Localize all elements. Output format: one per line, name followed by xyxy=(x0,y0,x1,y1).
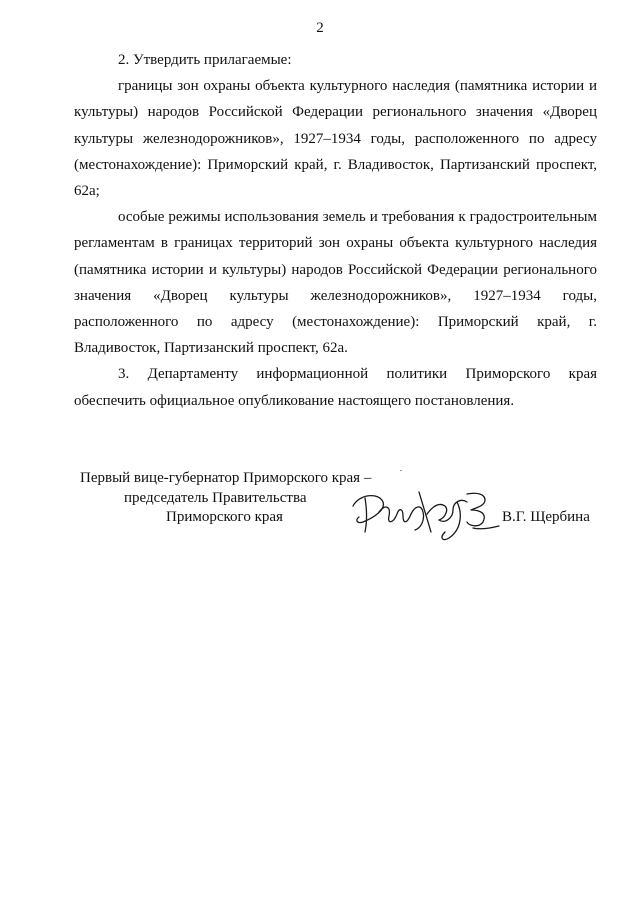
paragraph-land-use-regimes: особые режимы использования земель и требования к градостроительным регламентам в границах территорий зон охраны объекта культурного наследия (памятника истории и культуры) народов Российской Федерации регионального значения «Дворец культуры железнодорожников», 1927–1934 годы, расположенного по адресу (местонахождение): Приморский край, г. Владивосток, Партизанский проспект, 62а. xyxy=(74,209,597,357)
scan-speck xyxy=(400,470,402,471)
page-number: 2 xyxy=(316,20,324,36)
signatory-position-line-1: Первый вице-губернатор Приморского края – xyxy=(80,470,372,486)
signatory-position-line-3: Приморского края xyxy=(166,509,283,525)
signatory-position-line-2: председатель Правительства xyxy=(124,490,307,506)
paragraph-publication: 3. Департаменту информационной политики Приморского края обеспечить официальное опубликование настоящего постановления. xyxy=(74,366,597,409)
handwritten-signature xyxy=(349,484,505,544)
paragraph-approve-heading: 2. Утвердить прилагаемые: xyxy=(118,52,292,68)
signatory-name: В.Г. Щербина xyxy=(502,509,590,525)
paragraph-protection-zones: границы зон охраны объекта культурного наследия (памятника истории и культуры) народов Российской Федерации регионального значения «Дворец культуры железнодорожников», 1927–1934 годы, расположенного по адресу (местонахождение): Приморский край, г. Владивосток, Партизанский проспект, 62а; xyxy=(74,78,597,200)
